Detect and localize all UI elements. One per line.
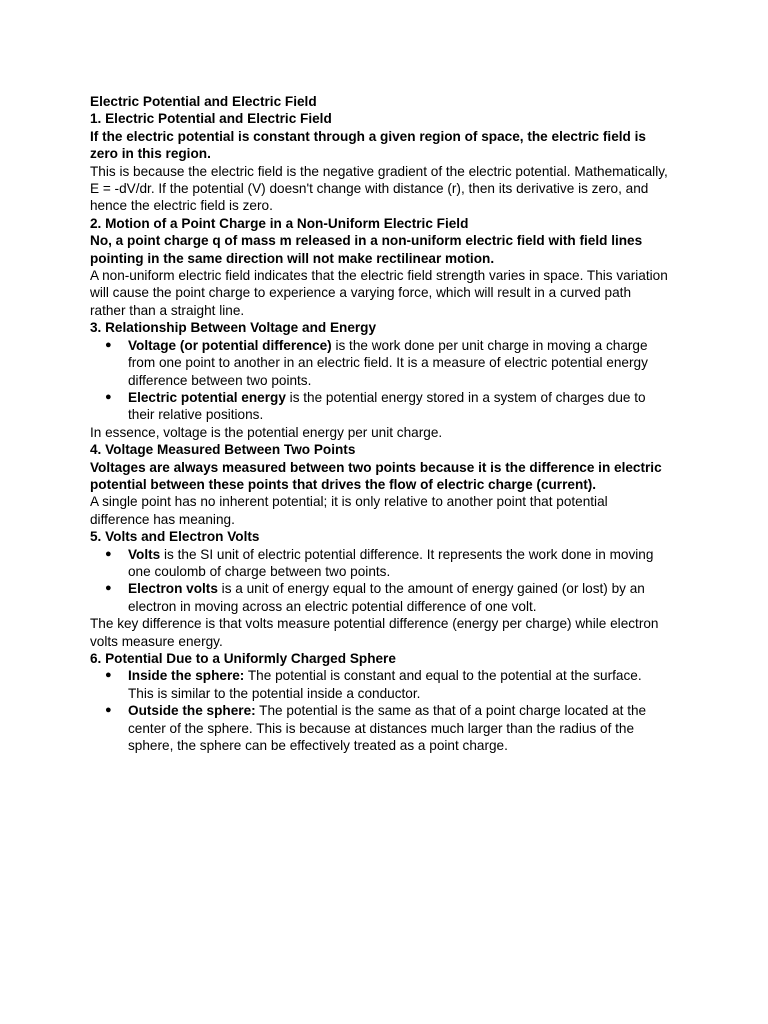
bullet-text: The potential is the same as that of a point charge located at the <box>255 703 647 719</box>
section-1-question-line: If the electric potential is constant through a given region of space, the electric field is <box>90 128 646 144</box>
section-3-summary: In essence, voltage is the potential energy per unit charge. <box>90 424 443 440</box>
bullet-text: The potential is constant and equal to the potential at the surface. <box>244 668 642 684</box>
section-3-heading: 3. Relationship Between Voltage and Energy <box>90 320 377 336</box>
bullet-text: one coulomb of charge between two points. <box>128 563 391 579</box>
bullet-text: is a unit of energy equal to the amount of energy gained (or lost) by an <box>217 581 645 597</box>
bullet-term: Inside the sphere: <box>128 668 245 684</box>
bullet-text: center of the sphere. This is because at distances much larger than the radius of the <box>128 720 635 736</box>
bullet-text: is the work done per unit charge in moving a charge <box>331 337 648 353</box>
bullet-icon: ● <box>105 704 112 717</box>
list-item <box>90 389 690 424</box>
section-5-heading: 5. Volts and Electron Volts <box>90 529 260 545</box>
list-item <box>90 546 690 581</box>
list-item <box>90 667 690 702</box>
section-2-question-line: No, a point charge q of mass m released in a non-uniform electric field with field lines <box>90 233 643 249</box>
section-4-body-line: A single point has no inherent potential; it is only relative to another point that potential <box>90 494 608 510</box>
section-2-heading: 2. Motion of a Point Charge in a Non-Uniform Electric Field <box>90 215 469 231</box>
bullet-term: Volts <box>128 546 161 562</box>
section-2-body-line: rather than a straight line. <box>90 302 245 318</box>
section-5-summary-line: volts measure energy. <box>90 633 223 649</box>
document-body <box>90 93 690 754</box>
section-5-bullet-list <box>90 546 690 616</box>
bullet-text: their relative positions. <box>128 407 264 423</box>
bullet-text: difference between two points. <box>128 372 312 388</box>
bullet-icon: ● <box>105 338 112 351</box>
bullet-text: sphere, the sphere can be effectively treated as a point charge. <box>128 738 508 754</box>
bullet-term: Voltage (or potential difference) <box>128 337 332 353</box>
section-4-body-line: difference has meaning. <box>90 511 235 527</box>
bullet-text: This is similar to the potential inside a conductor. <box>128 685 421 701</box>
list-item <box>90 702 690 754</box>
section-1-body-line: hence the electric field is zero. <box>90 198 273 214</box>
section-4-question-line: Voltages are always measured between two points because it is the difference in electric <box>90 459 662 475</box>
section-1-body-line: E = -dV/dr. If the potential (V) doesn't change with distance (r), then its derivative is zero, and <box>90 181 649 197</box>
section-3-bullet-list <box>90 337 690 424</box>
section-4-heading: 4. Voltage Measured Between Two Points <box>90 442 356 458</box>
bullet-icon: ● <box>105 669 112 682</box>
bullet-text: from one point to another in an electric field. It is a measure of electric potential energy <box>128 355 648 371</box>
bullet-text: is the potential energy stored in a system of charges due to <box>285 389 646 405</box>
section-5-summary-line: The key difference is that volts measure potential difference (energy per charge) while electron <box>90 616 659 632</box>
document-title: Electric Potential and Electric Field <box>90 94 317 109</box>
bullet-icon: ● <box>105 582 112 595</box>
bullet-term: Outside the sphere: <box>128 703 256 719</box>
bullet-text: is the SI unit of electric potential difference. It represents the work done in moving <box>160 546 654 562</box>
section-2-question-line: pointing in the same direction will not make rectilinear motion. <box>90 250 495 266</box>
bullet-term: Electron volts <box>128 581 218 597</box>
bullet-icon: ● <box>105 547 112 560</box>
bullet-term: Electric potential energy <box>128 389 286 405</box>
section-2-body-line: will cause the point charge to experience a varying force, which will result in a curved path <box>90 285 632 301</box>
bullet-icon: ● <box>105 390 112 403</box>
list-item <box>90 337 690 389</box>
section-1-question-line: zero in this region. <box>90 146 211 162</box>
section-4-question-line: potential between these points that drives the flow of electric charge (current). <box>90 476 597 492</box>
section-1-heading: 1. Electric Potential and Electric Field <box>90 111 332 127</box>
section-6-heading: 6. Potential Due to a Uniformly Charged Sphere <box>90 651 396 666</box>
section-2-body-line: A non-uniform electric field indicates that the electric field strength varies in space. This variation <box>90 268 668 284</box>
bullet-text: electron in moving across an electric potential difference of one volt. <box>128 598 537 614</box>
list-item <box>90 580 690 615</box>
section-1-body-line: This is because the electric field is the negative gradient of the electric potential. Mathematically, <box>90 163 668 179</box>
section-6-bullet-list <box>90 667 690 754</box>
